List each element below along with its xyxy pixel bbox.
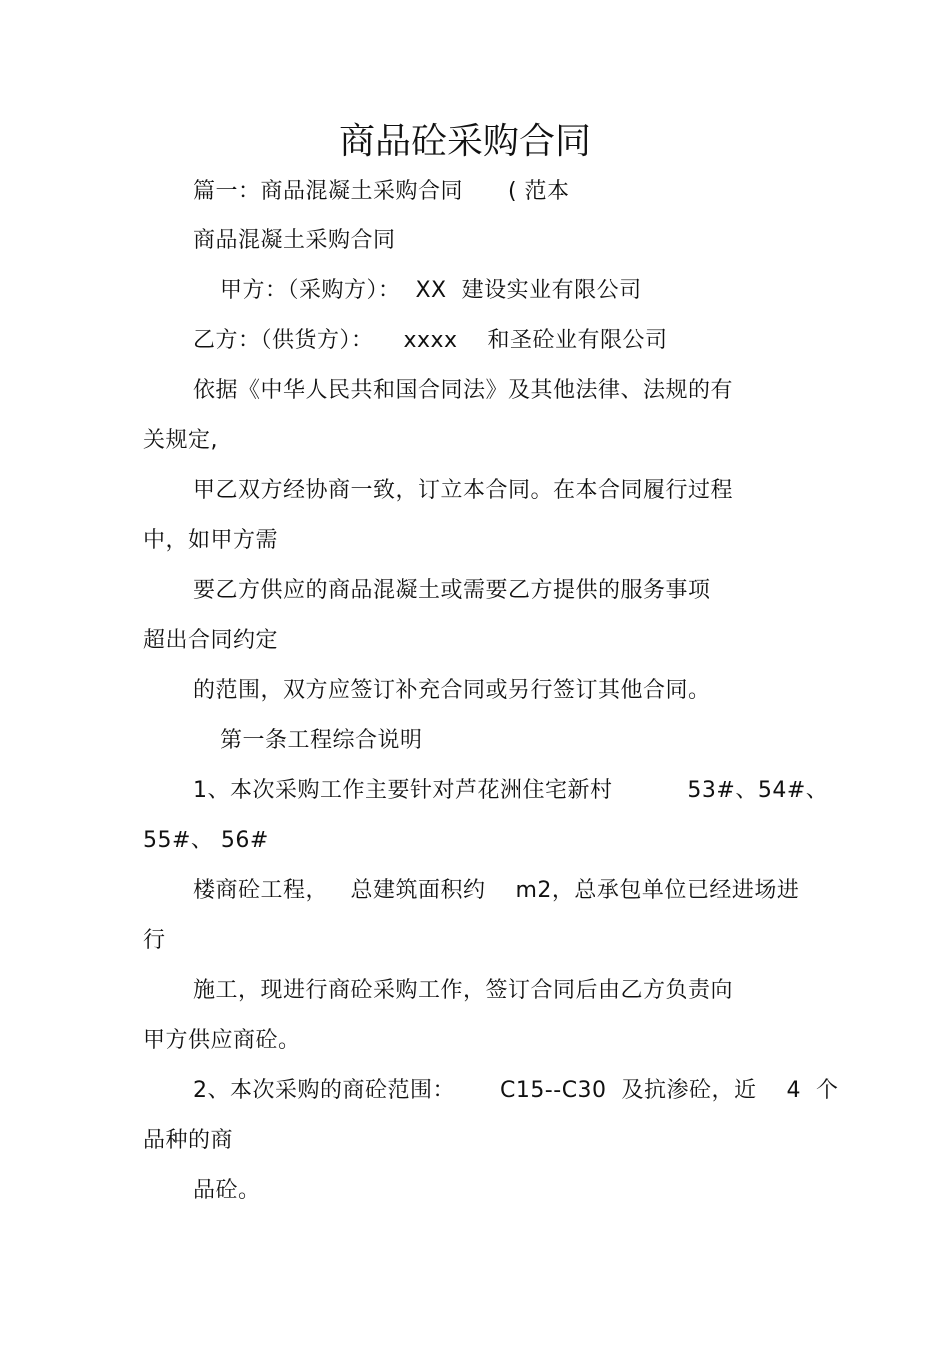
paragraph-line: 品砼。 [193, 1178, 261, 1203]
paragraph-line: 品种的商 [143, 1128, 234, 1153]
contract-name-line: 商品混凝土采购合同 [193, 228, 396, 253]
paragraph-line: 要乙方供应的商品混凝土或需要乙方提供的服务事项 [193, 578, 711, 603]
paragraph-line: 甲乙双方经协商一致，订立本合同。在本合同履行过程 [193, 478, 734, 503]
paragraph-line: 的范围，双方应签订补充合同或另行签订其他合同。 [193, 678, 711, 703]
paragraph-line: 甲方供应商砼。 [143, 1028, 301, 1053]
paragraph-line: 行 [143, 928, 166, 953]
paragraph-line: 关规定, [143, 428, 218, 453]
paragraph-line: 楼商砼工程， 总建筑面积约 m2，总承包单位已经进场进 [193, 878, 800, 903]
paragraph-line: 超出合同约定 [143, 628, 279, 653]
article-heading: 第一条工程综合说明 [220, 728, 423, 753]
paragraph-line: 中，如甲方需 [143, 528, 279, 553]
party-a-line: 甲方：（采购方）： XX 建设实业有限公司 [220, 278, 642, 303]
document-title: 商品砼采购合同 [338, 121, 591, 162]
party-b-line: 乙方：（供货方）： xxxx 和圣砼业有限公司 [193, 328, 668, 353]
paragraph-line: 依据《中华人民共和国合同法》及其他法律、法规的有 [193, 378, 734, 403]
paragraph-line: 1、本次采购工作主要针对芦花洲住宅新村 53#、54#、 [193, 778, 829, 803]
paragraph-line: 55#、 56# [143, 828, 269, 853]
paragraph-line: 施工，现进行商砼采购工作，签订合同后由乙方负责向 [193, 978, 734, 1003]
section-heading-line: 篇一：商品混凝土采购合同 ( 范本 [193, 179, 570, 204]
paragraph-line: 2、本次采购的商砼范围： C15--C30 及抗渗砼，近 4 个 [193, 1078, 839, 1103]
